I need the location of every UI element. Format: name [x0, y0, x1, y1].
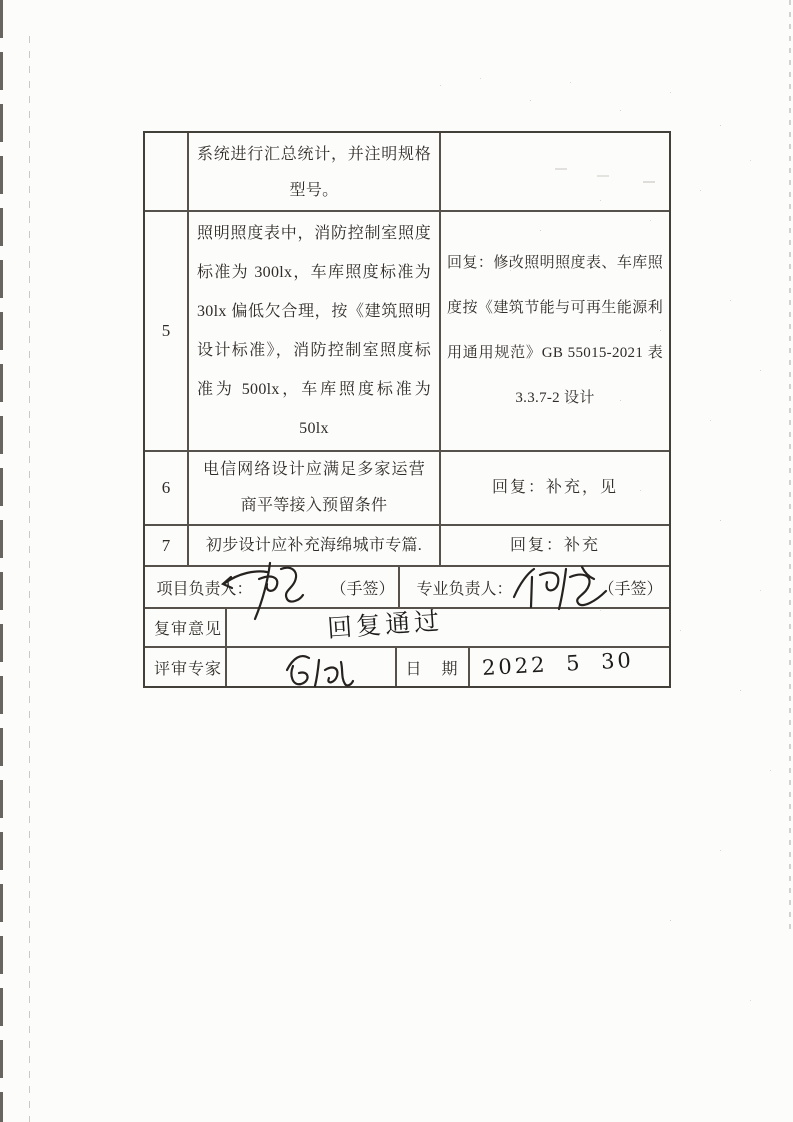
date-value-cell	[470, 648, 669, 686]
reply-text: 回复：补充	[509, 536, 600, 554]
row-number-cell	[145, 526, 189, 565]
comment-cell	[189, 212, 441, 450]
date-label-cell	[397, 648, 470, 686]
reply-cell	[441, 133, 669, 210]
specialty-leader-signature-scribble	[502, 563, 612, 615]
reply-text: 回复：补充，见	[491, 479, 618, 496]
table-row	[145, 452, 669, 526]
reply-cell	[441, 526, 669, 565]
review-opinion-handwriting: 回复通过	[326, 605, 444, 644]
expert-label: 评审专家	[154, 660, 223, 678]
comment-text: 初步设计应补充海绵城市专篇.	[205, 536, 423, 554]
hand-sign-note: （手签）	[598, 580, 663, 598]
row-number: 6	[161, 478, 171, 497]
comment-text: 电信网络设计应满足多家运营商平等接入预留条件	[203, 461, 425, 514]
review-opinion-label-cell	[145, 609, 227, 646]
reply-cell	[441, 212, 669, 450]
date-label: 日 期	[405, 660, 460, 678]
comment-cell	[189, 452, 441, 524]
project-leader-cell	[145, 567, 400, 607]
table-row	[145, 212, 669, 452]
expert-signature-scribble	[271, 648, 355, 692]
review-comments-table	[143, 131, 671, 688]
table-row	[145, 526, 669, 567]
page-fold-line	[29, 36, 30, 1122]
date-handwriting: 2022 5 30	[481, 648, 635, 680]
comment-cell	[189, 133, 441, 210]
scan-noise	[420, 70, 421, 71]
row-number-cell	[145, 133, 189, 210]
reply-text: 回复：修改照明照度表、车库照度按《建筑节能与可再生能源利用通用规范》GB 55015-2021 表 3.3.7-2 设计	[447, 255, 663, 406]
scan-edge-line-right	[789, 0, 791, 930]
hand-sign-note: （手签）	[330, 580, 395, 598]
expert-label-cell	[145, 648, 227, 686]
specialty-leader-label: 专业负责人：	[416, 580, 513, 598]
row-number: 7	[161, 535, 171, 555]
scan-edge-line-left	[0, 0, 3, 1122]
comment-text: 系统进行汇总统计，并注明规格型号。	[197, 145, 431, 199]
comment-text: 照明照度表中，消防控制室照度标准为 300lx，车库照度标准为 30lx 偏低欠合理，按《建筑照明设计标准》，消防控制室照度标准为 500lx，车库照度标准为 50lx	[197, 225, 431, 437]
row-number-cell	[145, 452, 189, 524]
reply-cell	[441, 452, 669, 524]
expert-date-row	[145, 648, 669, 686]
review-opinion-value-cell	[227, 605, 669, 646]
review-opinion-label: 复审意见	[154, 621, 223, 638]
comment-cell	[189, 526, 441, 565]
row-number-cell	[145, 212, 189, 450]
expert-signature-cell	[227, 648, 397, 686]
review-opinion-row	[145, 605, 669, 648]
table-row	[145, 133, 669, 212]
project-leader-label: 项目负责人：	[156, 580, 253, 598]
row-number: 5	[161, 321, 171, 340]
